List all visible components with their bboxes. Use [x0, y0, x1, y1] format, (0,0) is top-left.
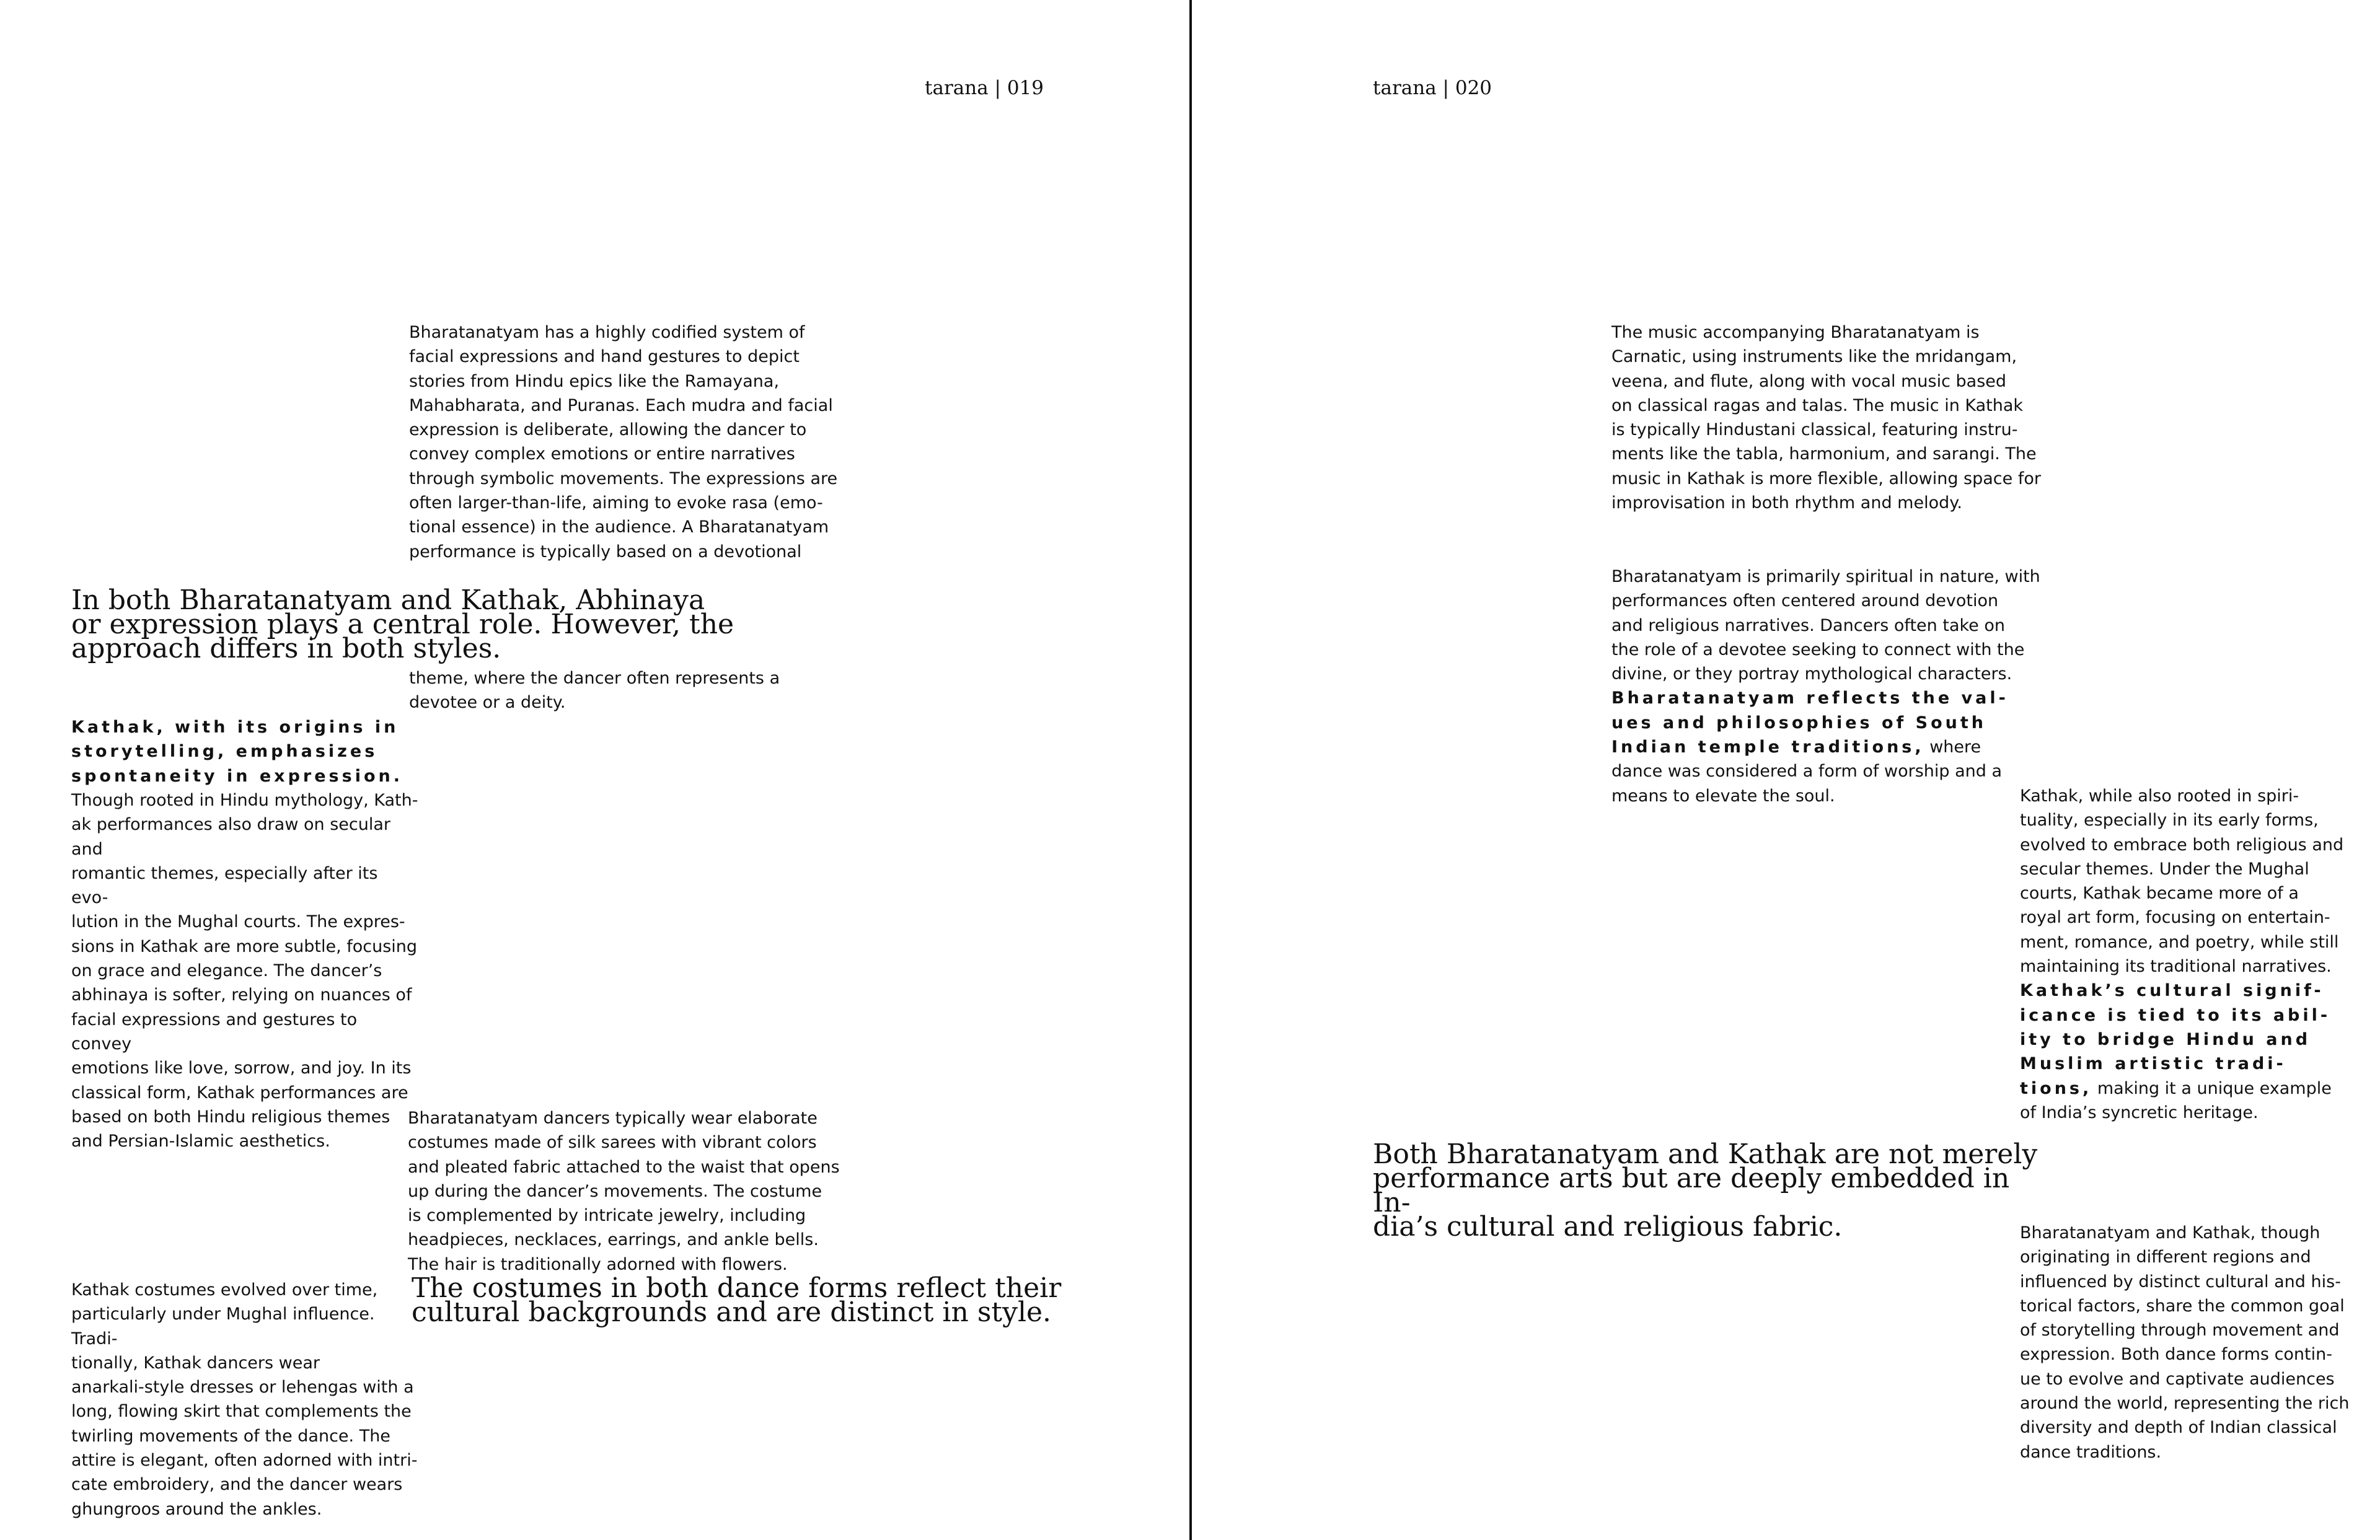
page-folio: tarana | 019	[925, 77, 1044, 99]
pull-quote-embedded: Both Bharatanatyam and Kathak are not merely performance arts but are deeply embedded in In- dia’s cultural and religious fabric.	[1373, 1138, 2038, 1243]
kathak-cultural-tail-first: making it a unique example	[2092, 1078, 2332, 1098]
bharatanatyam-expression-text-part1: Bharatanatyam has a highly codified system of facial expressions and hand gestures to depict stories from Hindu epics like the Ramayana, Mahabharata, and Puranas. Each mudra and facial expression is deliberate, allowing the dancer to convey complex emotions or entire narratives through symbolic movements. The expressions are often larger-than-life, aiming to evoke rasa (emo- tional essence) in the audience. A Bharatanatyam performance is typically based on a devotional	[409, 323, 838, 561]
kathak-cultural-block	[2020, 784, 2367, 1125]
kathak-costume-text: Kathak costumes evolved over time, particularly under Mughal influence. Tradi- tionally, Kathak dancers wear anarkali-style dresses or lehengas with a long, flowing skirt that complements the twirling movements of the dance. The attire is elegant, often adorned with intri- cate embroidery, and the dancer wears ghungroos around the ankles.	[71, 1280, 418, 1519]
bharatanatyam-spiritual-text: Bharatanatyam is primarily spiritual in nature, with performances often centered around devotion and religious narratives. Dancers often take on the role of a devotee seeking to connect with the divine, or they portray mythological characters.	[1611, 567, 2040, 684]
kathak-cultural-tail-rest: of India’s syncretic heritage.	[2020, 1102, 2259, 1122]
kathak-cultural-text: Kathak, while also rooted in spiri- tuality, especially in its early forms, evolved to embrace both religious and secular themes. Under the Mughal courts, Kathak became more of a royal art form, focusing on entertain- ment, romance, and poetry, while still maintaining its traditional narratives.	[2020, 786, 2344, 977]
pull-quote-costumes: The costumes in both dance forms reflect their cultural backgrounds and are distinct in style.	[412, 1272, 1062, 1328]
kathak-expression-text: Though rooted in Hindu mythology, Kath- ak performances also draw on secular and romantic themes, especially after its evo- lution in the Mughal courts. The expres- sions in Kathak are more subtle, focusing on grace and elegance. The dancer’s abhinaya is softer, relying on nuances of facial expressions and gestures to convey emotions like love, sorrow, and joy. In its classical form, Kathak performances are based on both Hindu religious themes and Persian-Islamic aesthetics.	[71, 791, 418, 1151]
bharatanatyam-spiritual-emphasis	[1611, 686, 2045, 807]
bharatanatyam-spiritual-tail-first: where	[1924, 737, 1981, 757]
bharatanatyam-spiritual-block	[1611, 565, 2045, 808]
kathak-cultural-emphasis	[2020, 979, 2367, 1125]
bharatanatyam-spiritual-bold: Bharatanatyam reflects the val- ues and philosophies of South Indian temple traditions,	[1611, 689, 2009, 757]
music-text: The music accompanying Bharatanatyam is Carnatic, using instruments like the mridangam, veena, and flute, along with vocal music based on classical ragas and talas. The music in Kathak is typically Hindustani classical, featuring instru- ments like the tabla, harmonium, and sarangi. The music in Kathak is more flexible, allowing space for improvisation in both rhythm and melody.	[1611, 323, 2041, 513]
bharatanatyam-expression-text-part2: theme, where the dancer often represents a devotee or a deity.	[409, 669, 780, 713]
kathak-expression-lead: Kathak, with its origins in storytelling, emphasizes spontaneity in expression.	[71, 718, 403, 786]
conclusion-text: Bharatanatyam and Kathak, though originating in different regions and influenced by distinct cultural and his- torical factors, share the common goal of storytelling through movement and expression. Both dance forms contin- ue to evolve and captivate audiences around the world, representing the rich diversity and depth of Indian classical dance traditions.	[2020, 1223, 2350, 1462]
bharatanatyam-spiritual-tail-rest: dance was considered a form of worship and a means to elevate the soul.	[1611, 762, 2003, 806]
kathak-cultural-bold: Kathak’s cultural signif- icance is tied to its abil- ity to bridge Hindu and Muslim artistic tradi- tions,	[2020, 981, 2331, 1098]
pull-quote-abhinaya: In both Bharatanatyam and Kathak, Abhinaya or expression plays a central role. However, the approach differs in both styles.	[71, 584, 734, 664]
page-folio: tarana | 020	[1373, 77, 1492, 99]
bharatanatyam-costume-text: Bharatanatyam dancers typically wear elaborate costumes made of silk sarees with vibrant colors and pleated fabric attached to the waist that opens up during the dancer’s movements. The costume is complemented by intricate jewelry, including headpieces, necklaces, earrings, and ankle bells. The hair is traditionally adorned with flowers.	[408, 1109, 840, 1274]
right-page	[1191, 0, 2380, 1540]
